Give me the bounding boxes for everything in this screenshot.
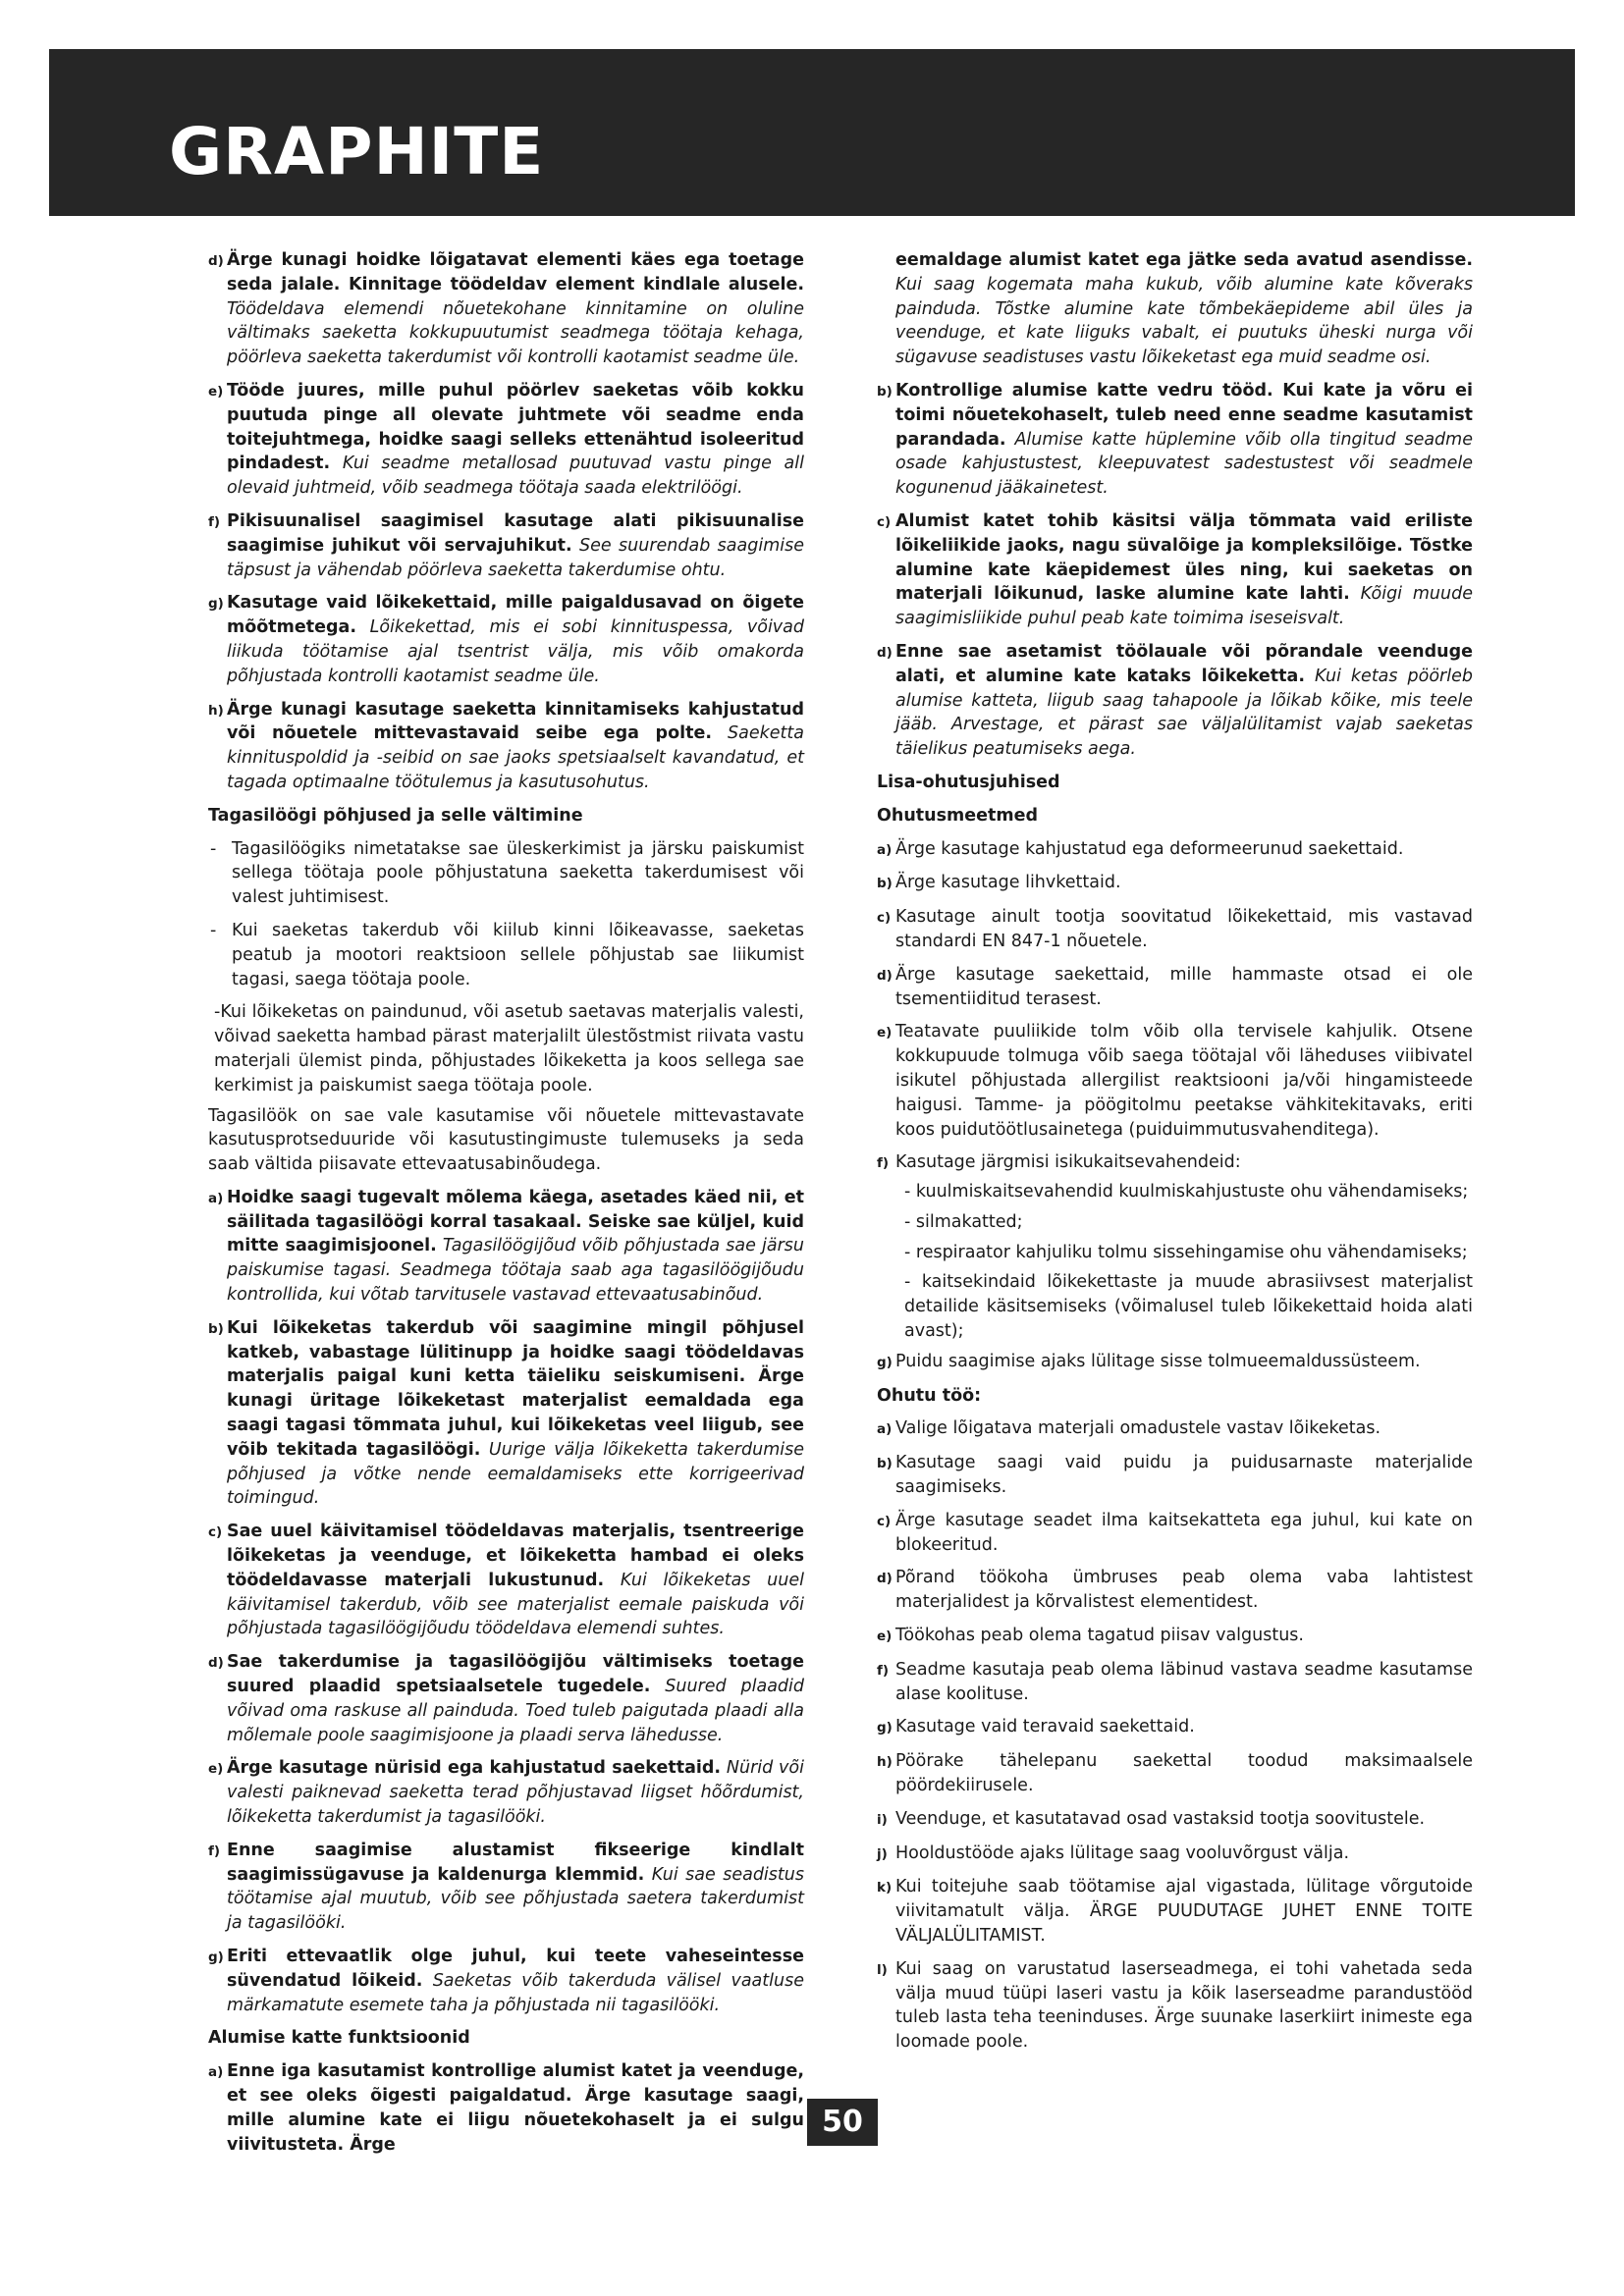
list-item: d) Enne sae asetamist töölauale või põrandale veenduge alati, et alumine kate kataks lõikeketta. Kui ketas pöörleb alumise katteta, liigub saag tahapoole ja lõikab kõike, mis teele jääb. Arvestage, et pärast sae väljalülitamist vajab saeketas täielikus peatumiseks aega. bbox=[877, 641, 1473, 760]
list-item: e) Ärge kasutage nürisid ega kahjustatud saekettaid. Nürid või valesti paiknevad saeketta terad põhjustavad liigset hõõrdumist, lõikeketta takerdumist ja tagasilööki. bbox=[208, 1758, 804, 1828]
list-item: b) Kasutage saagi vaid puidu ja puidusarnaste materjalide saagimiseks. bbox=[877, 1453, 1473, 1498]
right-column bbox=[877, 248, 1473, 2063]
list-item: l) Kui saag on varustatud laserseadmega, ei tohi vahetada seda välja muud tüüpi laseri vastu ja kõik laserseadme parandustööd tuleb lasta teha teeninduses. Ärge suunake laserkiirt inimeste ega loomade poole. bbox=[877, 1958, 1473, 2053]
list-item: e) Tööde juures, mille puhul pöörlev saeketas võib kokku puutuda pinge all olevate juhtmete või seadme enda toitejuhtmega, hoidke saagi selleks ettenähtud isoleeritud pindadest. Kui seadme metallosad puutuvad vastu pinge all olevaid juhtmeid, võib seadmega töötaja saada elektrilöögi. bbox=[208, 380, 804, 499]
left-column bbox=[208, 248, 804, 2165]
list-item: a) Hoidke saagi tugevalt mõlema käega, asetades käed nii, et säilitada tagasilöögi korral tasakaal. Seiske sae küljel, kuid mitte saagimisjoonel. Tagasilöögijõud võib põhjustada sae järsu paiskumise tagasi. Seadmega töötaja saab aga tagasilöögijõudu kontrollida, kui võtab tarvitusele vastavad ettevaatusabinõud. bbox=[208, 1187, 804, 1306]
list-item: e) Töökohas peab olema tagatud piisav valgustus. bbox=[877, 1626, 1304, 1646]
ppe-item: - silmakatted; bbox=[904, 1211, 1023, 1232]
section-heading-kickback: Tagasilöögi põhjused ja selle vältimine bbox=[208, 805, 583, 826]
brand-logo: GRAPHITE bbox=[169, 114, 545, 189]
section-heading-work: Ohutu töö: bbox=[877, 1385, 982, 1406]
list-item: d) Sae takerdumise ja tagasilöögijõu vältimiseks toetage suured plaadid spetsiaalsetele tugedele. Suured plaadid võivad oma raskuse all painduda. Toed tuleb paigutada plaadi alla mõlemale poole saagimisjoone ja plaadi serva lähedusse. bbox=[208, 1652, 805, 1745]
list-item: b) Kontrollige alumise katte vedru tööd. Kui kate ja võru ei toimi nõuetekohaselt, tuleb need enne seadme kasutamist parandada. Alumise katte hüplemine võib olla tingitud seadme osade kahjustustest, kleepuvatest sadestustest või seadmele kogunenud jääkainetest. bbox=[877, 380, 1473, 499]
list-item: b) Kui lõikeketas takerdub või saagimine mingil põhjusel katkeb, vabastage lülitinupp ja hoidke saagi töödeldavas materjalis paigal kuni ketta täieliku seiskumiseni. Ärge kunagi üritage lõikeketast materjalist eemaldada ega saagi tagasi tõmmata juhul, kui lõikeketas veel liigub, see võib tekitada tagasilöögi. Uurige välja lõikeketta takerdumise põhjused ja võtke nende eemaldamiseks ette korrigeerivad toimingud. bbox=[208, 1317, 804, 1509]
list-item: h) Ärge kunagi kasutage saeketta kinnitamiseks kahjustatud või nõuetele mittevastavaid seibe ega polte. Saeketta kinnituspoldid ja -seibid on sae jaoks spetsiaalselt kavandatud, et tagada optimaalne töötulemus ja kasutusohutus. bbox=[208, 699, 804, 792]
section-heading-safety: Ohutusmeetmed bbox=[877, 805, 1039, 826]
list-item: c) Sae uuel käivitamisel töödeldavas materjalis, tsentreerige lõikeketas ja veenduge, et lõikeketta hambad ei oleks töödeldavasse materjali lukustunud. Kui lõikeketas uuel käivitamisel takerdub, võib see materjalist eemale paiskuda või põhjustada tagasilöögijõudu töödeldava elemendi suhtes. bbox=[208, 1522, 804, 1639]
list-item: a) Enne iga kasutamist kontrollige alumist katet ja veenduge, et see oleks õigesti paigaldatud. Ärge kasutage saagi, mille alumine kate ei liigu nõuetekohaselt ja ei sulgu viivitusteta. Ärge bbox=[208, 2061, 804, 2155]
ppe-item: - respiraator kahjuliku tolmu sissehingamise ohu vähendamiseks; bbox=[904, 1242, 1468, 1262]
list-item: d) Ärge kasutage saekettaid, mille hammaste otsad ei ole tsementiiditud terasest. bbox=[877, 964, 1473, 1009]
dash-item: - Kui saeketas takerdub või kiilub kinni lõikeavasse, saeketas peatub ja mootori reaktsioon sellele põhjustab sae liikumist tagasi, saega töötaja poole. bbox=[210, 920, 804, 989]
list-item: f) Pikisuunalisel saagimisel kasutage alati pikisuunalise saagimise juhikut või servajuhikut. See suurendab saagimise täpsust ja vähendab pöörleva saeketta takerdumise ohtu. bbox=[208, 510, 804, 580]
list-item: g) Kasutage vaid teravaid saekettaid. bbox=[877, 1717, 1195, 1737]
list-item: f) Kasutage järgmisi isikukaitsevahendeid: bbox=[877, 1152, 1241, 1173]
list-item: d) Põrand töökoha ümbruses peab olema vaba lahtistest materjalidest ja kõrvalistest elementidest. bbox=[877, 1568, 1473, 1613]
list-item-continued: eemaldage alumist katet ega jätke seda avatud asendisse. Kui saag kogemata maha kukub, võib alumine kate kõveraks painduda. Tõstke alumine kate tõmbekäepideme abil üles ja veenduge, et kate liiguks vabalt, ei puutuks üheski nurga või sügavuse seadistuses vastu lõikeketast ega muid seadme osi. bbox=[895, 250, 1473, 368]
list-item: a) Ärge kasutage kahjustatud ega deformeerunud saekettaid. bbox=[877, 838, 1404, 859]
list-item: j) Hooldustööde ajaks lülitage saag vooluvõrgust välja. bbox=[877, 1842, 1350, 1863]
section-heading-extra: Lisa-ohutusjuhised bbox=[877, 772, 1060, 792]
list-item: e) Teatavate puuliikide tolm võib olla tervisele kahjulik. Otsene kokkupuude tolmuga võib saega töötajal või läheduses viibivatel isikutel põhjustada allergilist reaktsiooni ja/või hingamisteede haigusi. Tamme- ja pöögitolmu peetakse vähkitekitavaks, eriti koos puidutöötlusainetega (puiduimmutusvahenditega). bbox=[877, 1022, 1473, 1140]
paragraph: Tagasilöök on sae vale kasutamise või nõuetele mittevastavate kasutusprotseduuride või kasutustingimuste tulemuseks ja seda saab vältida piisavate ettevaatusabinõudega. bbox=[208, 1105, 804, 1175]
list-item: f) Seadme kasutaja peab olema läbinud vastava seadme kasutamse alase koolituse. bbox=[877, 1659, 1473, 1704]
list-item: k) Kui toitejuhe saab töötamise ajal vigastada, lülitage võrgutoide viivitamatult välja. ÄRGE PUUDUTAGE JUHET ENNE TOITE VÄLJALÜLITAMIST. bbox=[877, 1877, 1473, 1947]
dash-item: - Tagasilöögiks nimetatakse sae üleskerkimist ja järsku paiskumist sellega töötaja poole põhjustatuna saeketta takerdumisest või valest juhtimisest. bbox=[210, 838, 804, 908]
list-item: g) Eriti ettevaatlik olge juhul, kui teete vaheseintesse süvendatud lõikeid. Saeketas võib takerduda välisel vaatluse märkamatute esemete taha ja põhjustada nii tagasilööki. bbox=[208, 1947, 804, 2015]
list-item: i) Veenduge, et kasutatavad osad vastaksid tootja soovitustele. bbox=[877, 1808, 1426, 1829]
list-item: c) Kasutage ainult tootja soovitatud lõikekettaid, mis vastavad standardi EN 847-1 nõuetele. bbox=[877, 907, 1473, 951]
list-item: h) Pöörake tähelepanu saekettal toodud maksimaalsele pöördekiirusele. bbox=[877, 1751, 1473, 1796]
list-item: d) Ärge kunagi hoidke lõigatavat elementi käes ega toetage seda jalale. Kinnitage töödeldav element kindlale alusele. Töödeldava elemendi nõuetekohane kinnitamine on oluline vältimaks saeketta kokkupuutumist seadmega töötaja kehaga, pöörleva saeketta takerdumist või kontrolli kaotamist seadme üle. bbox=[208, 250, 804, 368]
list-item: c) Ärge kasutage seadet ilma kaitsekatteta ega juhul, kui kate on blokeeritud. bbox=[877, 1510, 1473, 1555]
list-item: g) Kasutage vaid lõikekettaid, mille paigaldusavad on õigete mõõtmetega. Lõikekettad, mis ei sobi kinnituspessa, võivad liikuda töötamise ajal tsentrist välja, mis võib omakorda põhjustada kontrolli kaotamist seadme üle. bbox=[208, 593, 804, 686]
list-item: a) Valige lõigatava materjali omadustele vastav lõikeketas. bbox=[877, 1418, 1381, 1439]
section-heading-guard: Alumise katte funktsioonid bbox=[208, 2028, 470, 2049]
dash-item: -Kui lõikeketas on paindunud, või asetub saetavas materjalis valesti, võivad saeketta hambad pärast materjalilt ülestõstmist riivata vastu materjali ülemist pinda, põhjustades lõikeketta ja koos sellega sae kerkimist ja paiskumist saega töötaja poole. bbox=[214, 1002, 804, 1095]
list-item: f) Enne saagimise alustamist fikseerige kindlalt saagimissügavuse ja kaldenurga klemmid. Kui sae seadistus töötamise ajal muutub, võib see põhjustada saetera takerdumist ja tagasilööki. bbox=[208, 1840, 804, 1934]
list-item: g) Puidu saagimise ajaks lülitage sisse tolmueemaldussüsteem. bbox=[877, 1351, 1421, 1371]
ppe-item: - kaitsekindaid lõikekettaste ja muude abrasiivsest materjalist detailide käsitsemiseks (võimalusel tuleb lõikekettaid hoida alati avast); bbox=[904, 1272, 1473, 1342]
list-item: c) Alumist katet tohib käsitsi välja tõmmata vaid eriliste lõikeliikide jaoks, nagu süvalõige ja kompleksilõige. Tõstke alumine kate käepidemest üles ning, kui saeketas on materjali lõikunud, laske alumine kate lahti. Kõigi muude saagimisliikide puhul peab kate toimima iseseisvalt. bbox=[877, 510, 1473, 629]
list-item: b) Ärge kasutage lihvkettaid. bbox=[877, 873, 1121, 893]
page-number: 50 bbox=[807, 2099, 878, 2146]
ppe-item: - kuulmiskaitsevahendid kuulmiskahjustuste ohu vähendamiseks; bbox=[904, 1182, 1469, 1202]
